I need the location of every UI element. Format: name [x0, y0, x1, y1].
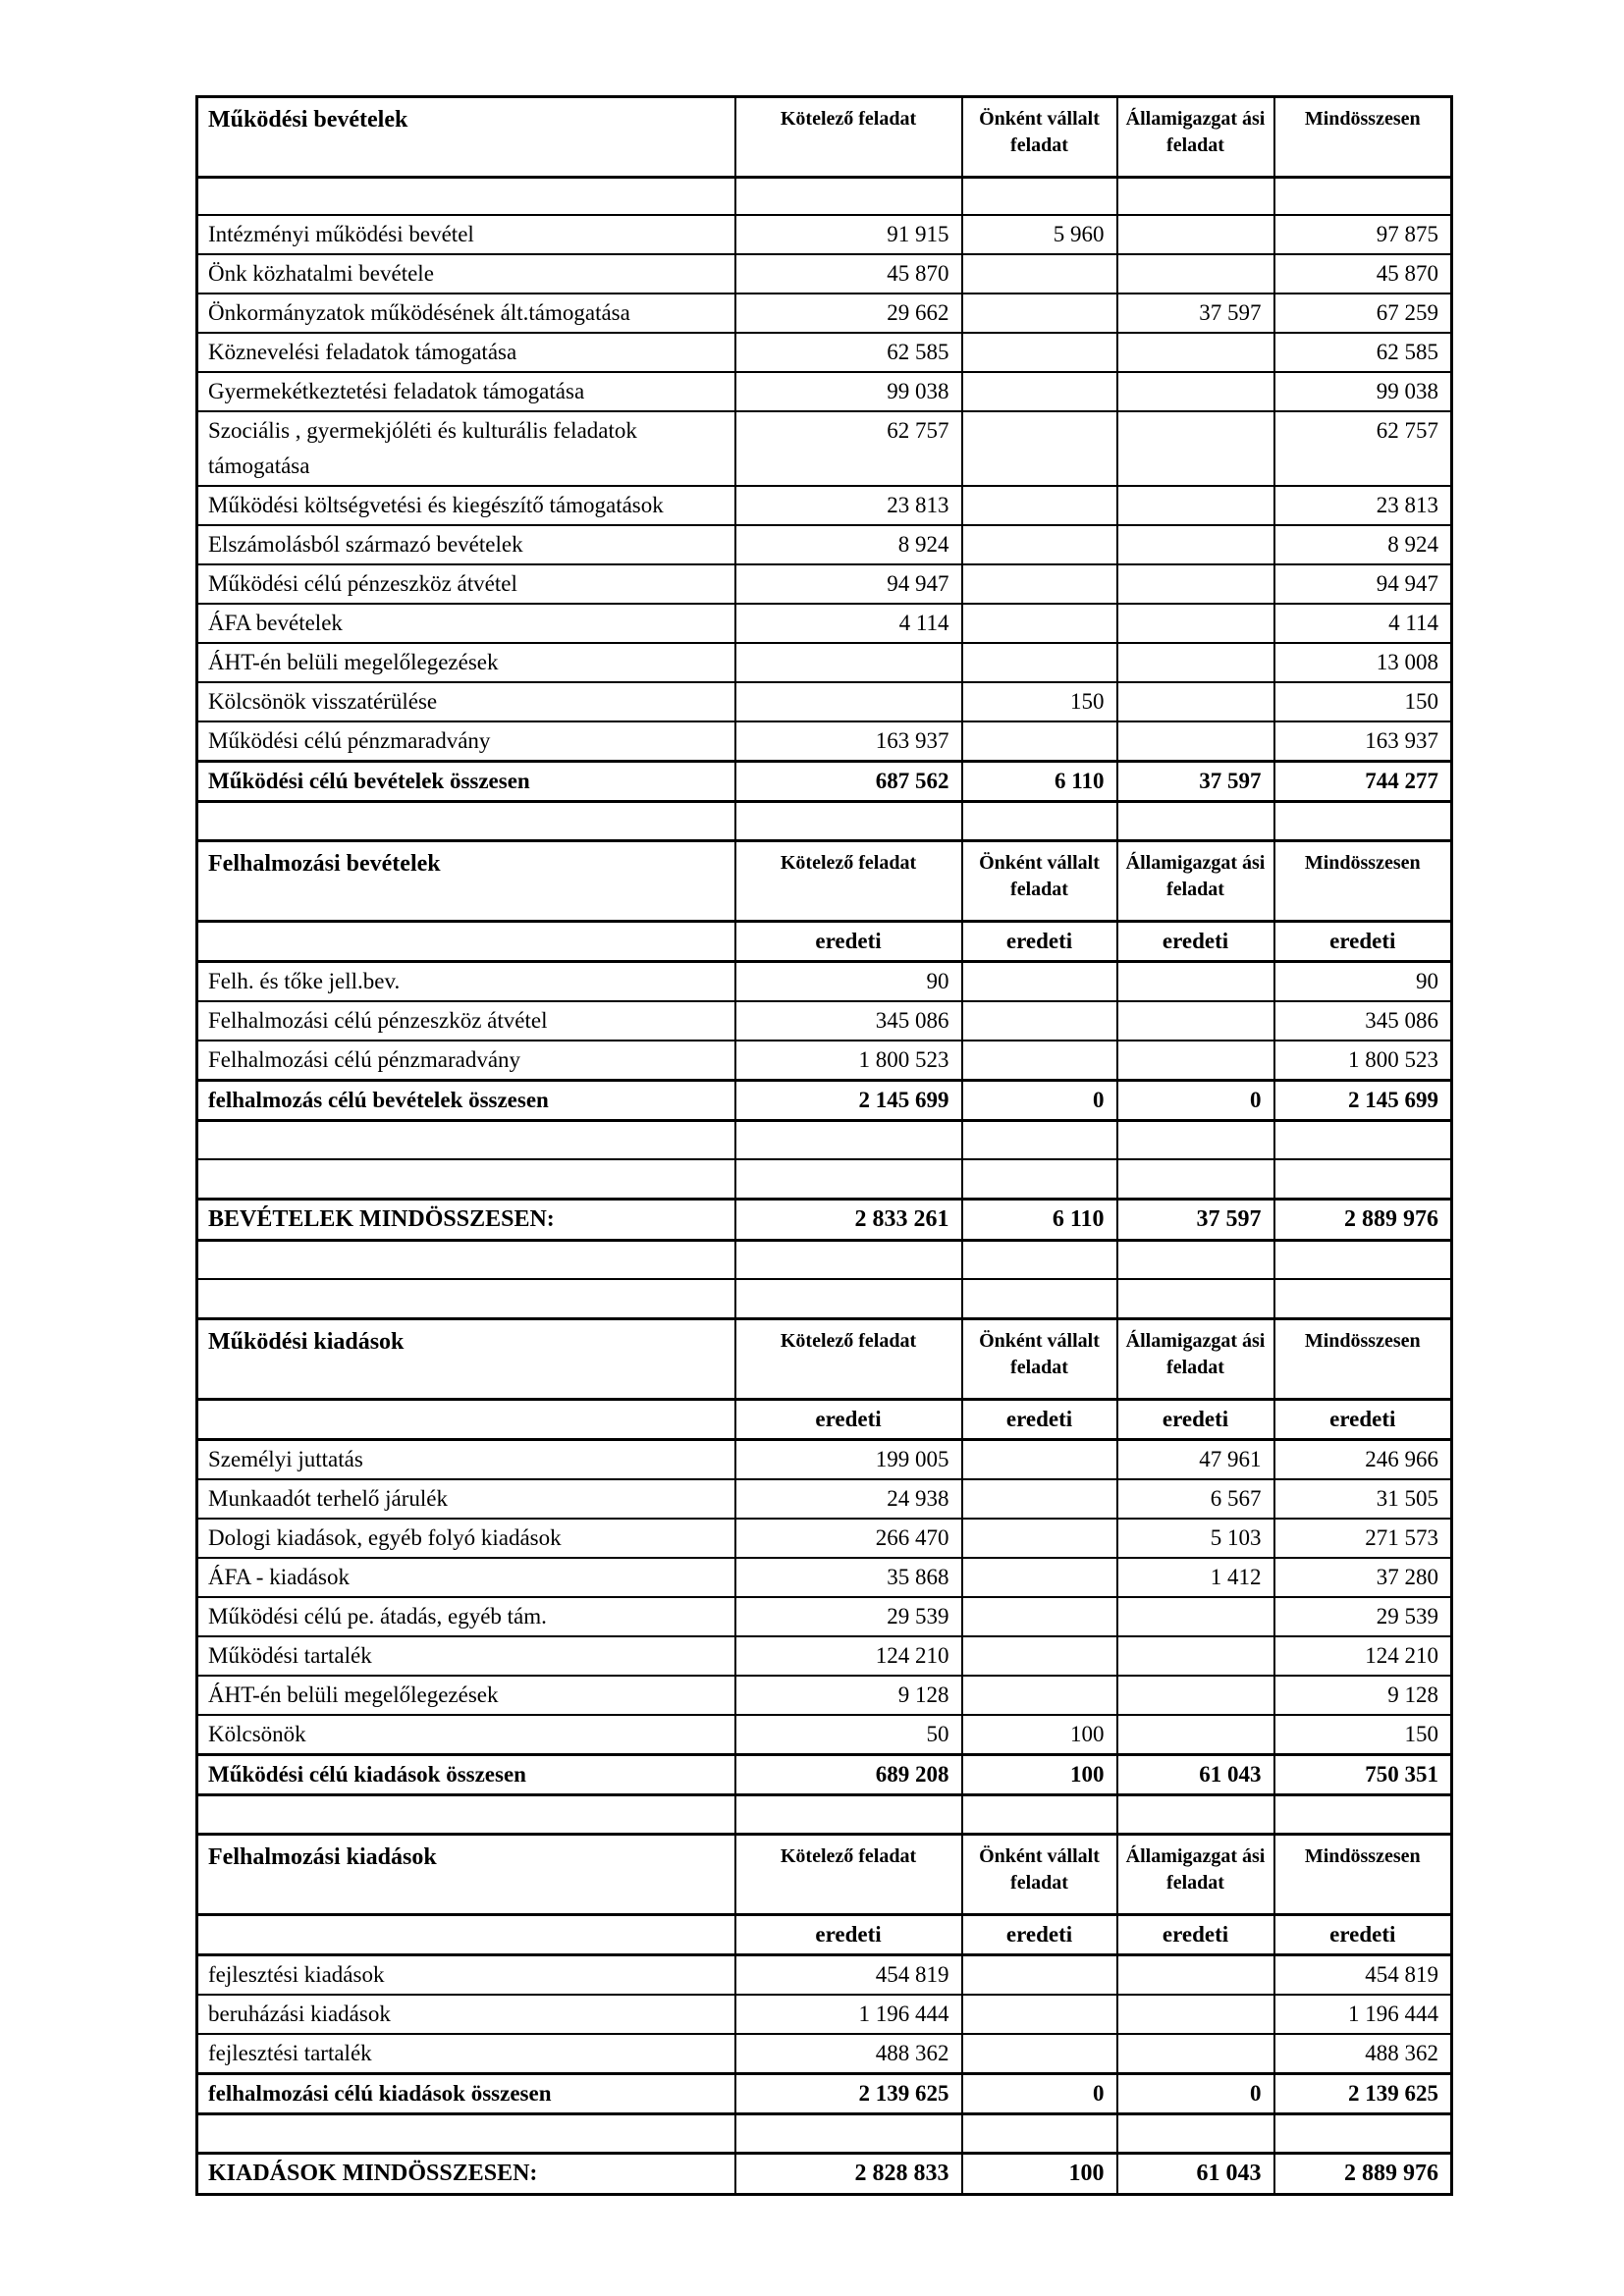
- empty-cell: [1117, 1120, 1274, 1159]
- empty-cell: [735, 2113, 962, 2153]
- value-cell: 488 362: [1274, 2034, 1452, 2074]
- value-cell: 23 813: [735, 486, 962, 525]
- value-cell: 29 539: [1274, 1597, 1452, 1636]
- table-row: [197, 294, 1452, 333]
- subheader-row: [197, 921, 1452, 961]
- row-label: [197, 921, 735, 961]
- value-cell: 62 585: [1274, 333, 1452, 372]
- empty-cell: [1117, 721, 1274, 762]
- column-header: Kötelező feladat: [735, 97, 962, 178]
- value-cell: 689 208: [735, 1754, 962, 1794]
- value-cell: 90: [1274, 961, 1452, 1001]
- empty-cell: [962, 1001, 1117, 1041]
- row-label: Munkaadót terhelő járulék: [197, 1479, 735, 1519]
- total-row: [197, 1754, 1452, 1794]
- row-label: Működési célú pe. átadás, egyéb tám.: [197, 1597, 735, 1636]
- empty-cell: [1274, 1120, 1452, 1159]
- column-header: Államigazgat ási feladat: [1117, 97, 1274, 178]
- subheader-cell: eredeti: [1117, 1399, 1274, 1439]
- empty-cell: [735, 1279, 962, 1318]
- empty-cell: [962, 1954, 1117, 1995]
- section-title: Működési bevételek: [197, 97, 735, 178]
- value-cell: 8 924: [735, 525, 962, 564]
- empty-cell: [1117, 2113, 1274, 2153]
- empty-cell: [962, 564, 1117, 604]
- table-row: [197, 604, 1452, 643]
- empty-cell: [1117, 604, 1274, 643]
- value-cell: 35 868: [735, 1558, 962, 1597]
- row-label: KIADÁSOK MINDÖSSZESEN:: [197, 2153, 735, 2194]
- value-cell: 67 259: [1274, 294, 1452, 333]
- value-cell: 45 870: [735, 254, 962, 294]
- value-cell: 13 008: [1274, 643, 1452, 682]
- row-label: [197, 801, 735, 840]
- value-cell: 61 043: [1117, 1754, 1274, 1794]
- empty-cell: [962, 1676, 1117, 1715]
- table-row: [197, 1519, 1452, 1558]
- empty-cell: [962, 372, 1117, 411]
- value-cell: 2 139 625: [735, 2073, 962, 2113]
- empty-cell: [1274, 1794, 1452, 1834]
- value-cell: 37 597: [1117, 761, 1274, 801]
- value-cell: 47 961: [1117, 1439, 1274, 1479]
- table-row: [197, 1041, 1452, 1081]
- empty-cell: [962, 1597, 1117, 1636]
- empty-cell: [1117, 486, 1274, 525]
- value-cell: 744 277: [1274, 761, 1452, 801]
- value-cell: 29 662: [735, 294, 962, 333]
- value-cell: 5 960: [962, 215, 1117, 254]
- empty-cell: [735, 682, 962, 721]
- value-cell: 2 889 976: [1274, 1199, 1452, 1240]
- row-label: Köznevelési feladatok támogatása: [197, 333, 735, 372]
- value-cell: 271 573: [1274, 1519, 1452, 1558]
- empty-cell: [962, 254, 1117, 294]
- subheader-cell: eredeti: [735, 921, 962, 961]
- table-row: [197, 1597, 1452, 1636]
- row-label: Felh. és tőke jell.bev.: [197, 961, 735, 1001]
- value-cell: 124 210: [735, 1636, 962, 1676]
- value-cell: 97 875: [1274, 215, 1452, 254]
- empty-cell: [1117, 1001, 1274, 1041]
- section-header-row: [197, 1318, 1452, 1399]
- empty-cell: [1117, 215, 1274, 254]
- total-row: [197, 761, 1452, 801]
- value-cell: 246 966: [1274, 1439, 1452, 1479]
- empty-cell: [962, 1794, 1117, 1834]
- empty-cell: [962, 2113, 1117, 2153]
- value-cell: 91 915: [735, 215, 962, 254]
- value-cell: 150: [962, 682, 1117, 721]
- table-row: [197, 1558, 1452, 1597]
- table-row: [197, 643, 1452, 682]
- subheader-cell: eredeti: [962, 1399, 1117, 1439]
- value-cell: 1 800 523: [1274, 1041, 1452, 1081]
- value-cell: 37 280: [1274, 1558, 1452, 1597]
- table-row: [197, 333, 1452, 372]
- table-row: [197, 215, 1452, 254]
- row-label: ÁFA - kiadások: [197, 1558, 735, 1597]
- column-header: Kötelező feladat: [735, 840, 962, 921]
- value-cell: 99 038: [1274, 372, 1452, 411]
- empty-cell: [1274, 801, 1452, 840]
- value-cell: 454 819: [735, 1954, 962, 1995]
- column-header: Kötelező feladat: [735, 1318, 962, 1399]
- empty-cell: [962, 643, 1117, 682]
- budget-table: [195, 95, 1453, 2196]
- subheader-cell: eredeti: [1117, 921, 1274, 961]
- subheader-row: [197, 1399, 1452, 1439]
- empty-cell: [735, 178, 962, 215]
- empty-cell: [962, 486, 1117, 525]
- empty-cell: [1117, 333, 1274, 372]
- empty-cell: [735, 1120, 962, 1159]
- row-label: Önkormányzatok működésének ált.támogatása: [197, 294, 735, 333]
- column-header: Önként vállalt feladat: [962, 1318, 1117, 1399]
- empty-cell: [962, 1995, 1117, 2034]
- row-label: Önk közhatalmi bevétele: [197, 254, 735, 294]
- value-cell: 6 110: [962, 761, 1117, 801]
- empty-cell: [1117, 1159, 1274, 1199]
- row-label: [197, 2113, 735, 2153]
- subheader-cell: eredeti: [962, 921, 1117, 961]
- section-header-row: [197, 840, 1452, 921]
- value-cell: 2 145 699: [735, 1080, 962, 1120]
- empty-cell: [1117, 801, 1274, 840]
- empty-cell: [1117, 643, 1274, 682]
- row-label: Működési célú bevételek összesen: [197, 761, 735, 801]
- value-cell: 37 597: [1117, 294, 1274, 333]
- section-title: Felhalmozási kiadások: [197, 1834, 735, 1914]
- empty-cell: [1274, 178, 1452, 215]
- empty-cell: [1117, 961, 1274, 1001]
- total-row: [197, 1080, 1452, 1120]
- value-cell: 750 351: [1274, 1754, 1452, 1794]
- row-label: Működési célú pénzmaradvány: [197, 721, 735, 762]
- row-label: BEVÉTELEK MINDÖSSZESEN:: [197, 1199, 735, 1240]
- row-label: Elszámolásból származó bevételek: [197, 525, 735, 564]
- value-cell: 488 362: [735, 2034, 962, 2074]
- empty-cell: [735, 1240, 962, 1279]
- value-cell: 163 937: [1274, 721, 1452, 762]
- subheader-cell: eredeti: [962, 1914, 1117, 1954]
- table-row: [197, 564, 1452, 604]
- value-cell: 6 110: [962, 1199, 1117, 1240]
- empty-cell: [962, 1519, 1117, 1558]
- column-header: Államigazgat ási feladat: [1117, 1318, 1274, 1399]
- row-label: [197, 1159, 735, 1199]
- subheader-row: [197, 1914, 1452, 1954]
- value-cell: 37 597: [1117, 1199, 1274, 1240]
- empty-cell: [962, 1279, 1117, 1318]
- budget-table-body: [197, 97, 1452, 2195]
- row-label: felhalmozási célú kiadások összesen: [197, 2073, 735, 2113]
- column-header: Államigazgat ási feladat: [1117, 1834, 1274, 1914]
- subheader-cell: eredeti: [1274, 921, 1452, 961]
- value-cell: 2 828 833: [735, 2153, 962, 2194]
- value-cell: 62 757: [735, 411, 962, 486]
- empty-cell: [962, 961, 1117, 1001]
- empty-cell: [962, 178, 1117, 215]
- value-cell: 266 470: [735, 1519, 962, 1558]
- row-label: Működési célú kiadások összesen: [197, 1754, 735, 1794]
- table-row: [197, 1001, 1452, 1041]
- table-row: [197, 411, 1452, 486]
- value-cell: 150: [1274, 682, 1452, 721]
- value-cell: 8 924: [1274, 525, 1452, 564]
- row-label: [197, 1399, 735, 1439]
- empty-cell: [1117, 411, 1274, 486]
- column-header: Mindösszesen: [1274, 1318, 1452, 1399]
- value-cell: 345 086: [735, 1001, 962, 1041]
- value-cell: 100: [962, 1715, 1117, 1755]
- value-cell: 9 128: [735, 1676, 962, 1715]
- empty-cell: [962, 1120, 1117, 1159]
- empty-cell: [1117, 372, 1274, 411]
- section-header-row: [197, 1834, 1452, 1914]
- value-cell: 0: [962, 1080, 1117, 1120]
- empty-cell: [1117, 254, 1274, 294]
- empty-cell: [962, 604, 1117, 643]
- value-cell: 199 005: [735, 1439, 962, 1479]
- table-row: [197, 254, 1452, 294]
- value-cell: 0: [1117, 2073, 1274, 2113]
- row-label: [197, 1279, 735, 1318]
- row-label: Kölcsönök: [197, 1715, 735, 1755]
- spacer-row: [197, 1279, 1452, 1318]
- column-header: Önként vállalt feladat: [962, 97, 1117, 178]
- empty-cell: [962, 525, 1117, 564]
- row-label: Felhalmozási célú pénzmaradvány: [197, 1041, 735, 1081]
- empty-cell: [1117, 564, 1274, 604]
- empty-cell: [1274, 1240, 1452, 1279]
- value-cell: 124 210: [1274, 1636, 1452, 1676]
- empty-cell: [962, 294, 1117, 333]
- empty-cell: [962, 2034, 1117, 2074]
- empty-cell: [1117, 1597, 1274, 1636]
- row-label: Felhalmozási célú pénzeszköz átvétel: [197, 1001, 735, 1041]
- row-label: Intézményi működési bevétel: [197, 215, 735, 254]
- value-cell: 61 043: [1117, 2153, 1274, 2194]
- empty-cell: [735, 1159, 962, 1199]
- column-header: Mindösszesen: [1274, 97, 1452, 178]
- empty-cell: [1117, 178, 1274, 215]
- value-cell: 345 086: [1274, 1001, 1452, 1041]
- column-header: Önként vállalt feladat: [962, 840, 1117, 921]
- row-label: Kölcsönök visszatérülése: [197, 682, 735, 721]
- table-row: [197, 721, 1452, 762]
- column-header: Államigazgat ási feladat: [1117, 840, 1274, 921]
- empty-cell: [1274, 1279, 1452, 1318]
- subheader-cell: eredeti: [735, 1914, 962, 1954]
- row-label: Működési célú pénzeszköz átvétel: [197, 564, 735, 604]
- table-row: [197, 1715, 1452, 1755]
- column-header: Önként vállalt feladat: [962, 1834, 1117, 1914]
- value-cell: 454 819: [1274, 1954, 1452, 1995]
- value-cell: 94 947: [1274, 564, 1452, 604]
- value-cell: 100: [962, 1754, 1117, 1794]
- empty-cell: [735, 643, 962, 682]
- value-cell: 1 196 444: [735, 1995, 962, 2034]
- table-row: [197, 1479, 1452, 1519]
- row-label: felhalmozás célú bevételek összesen: [197, 1080, 735, 1120]
- empty-cell: [962, 333, 1117, 372]
- empty-cell: [1117, 1995, 1274, 2034]
- row-label: ÁHT-én belüli megelőlegezések: [197, 1676, 735, 1715]
- row-label: [197, 1914, 735, 1954]
- value-cell: 62 585: [735, 333, 962, 372]
- row-label: [197, 178, 735, 215]
- row-label: [197, 1794, 735, 1834]
- spacer-row: [197, 1240, 1452, 1279]
- value-cell: 2 139 625: [1274, 2073, 1452, 2113]
- empty-cell: [1117, 2034, 1274, 2074]
- total-row: [197, 2073, 1452, 2113]
- row-label: beruházási kiadások: [197, 1995, 735, 2034]
- row-label: ÁHT-én belüli megelőlegezések: [197, 643, 735, 682]
- value-cell: 100: [962, 2153, 1117, 2194]
- value-cell: 4 114: [735, 604, 962, 643]
- column-header: Mindösszesen: [1274, 1834, 1452, 1914]
- empty-cell: [962, 1479, 1117, 1519]
- value-cell: 90: [735, 961, 962, 1001]
- empty-cell: [1117, 1279, 1274, 1318]
- value-cell: 62 757: [1274, 411, 1452, 486]
- empty-cell: [962, 801, 1117, 840]
- value-cell: 31 505: [1274, 1479, 1452, 1519]
- row-label: Szociális , gyermekjóléti és kulturális feladatok támogatása: [197, 411, 735, 486]
- row-label: [197, 1120, 735, 1159]
- value-cell: 1 412: [1117, 1558, 1274, 1597]
- row-label: Működési tartalék: [197, 1636, 735, 1676]
- value-cell: 50: [735, 1715, 962, 1755]
- table-row: [197, 1995, 1452, 2034]
- table-row: [197, 1636, 1452, 1676]
- empty-cell: [1274, 2113, 1452, 2153]
- subheader-cell: eredeti: [735, 1399, 962, 1439]
- empty-cell: [735, 1794, 962, 1834]
- value-cell: 4 114: [1274, 604, 1452, 643]
- table-row: [197, 1954, 1452, 1995]
- empty-cell: [962, 721, 1117, 762]
- section-title: Felhalmozási bevételek: [197, 840, 735, 921]
- value-cell: 9 128: [1274, 1676, 1452, 1715]
- value-cell: 23 813: [1274, 486, 1452, 525]
- table-row: [197, 1676, 1452, 1715]
- subheader-cell: eredeti: [1117, 1914, 1274, 1954]
- column-header: Kötelező feladat: [735, 1834, 962, 1914]
- row-label: Gyermekétkeztetési feladatok támogatása: [197, 372, 735, 411]
- table-row: [197, 2034, 1452, 2074]
- table-row: [197, 525, 1452, 564]
- grand-total-row: [197, 1199, 1452, 1240]
- value-cell: 0: [1117, 1080, 1274, 1120]
- empty-cell: [1117, 525, 1274, 564]
- empty-cell: [1117, 682, 1274, 721]
- value-cell: 0: [962, 2073, 1117, 2113]
- empty-cell: [962, 1636, 1117, 1676]
- value-cell: 687 562: [735, 761, 962, 801]
- table-row: [197, 372, 1452, 411]
- value-cell: 1 196 444: [1274, 1995, 1452, 2034]
- spacer-row: [197, 1120, 1452, 1159]
- table-row: [197, 1439, 1452, 1479]
- value-cell: 2 889 976: [1274, 2153, 1452, 2194]
- row-label: Dologi kiadások, egyéb folyó kiadások: [197, 1519, 735, 1558]
- blank-subheader-row: [197, 178, 1452, 215]
- empty-cell: [1117, 1240, 1274, 1279]
- empty-cell: [962, 1159, 1117, 1199]
- table-row: [197, 961, 1452, 1001]
- row-label: Személyi juttatás: [197, 1439, 735, 1479]
- value-cell: 94 947: [735, 564, 962, 604]
- empty-cell: [1117, 1715, 1274, 1755]
- empty-cell: [962, 1558, 1117, 1597]
- empty-cell: [1117, 1041, 1274, 1081]
- row-label: ÁFA bevételek: [197, 604, 735, 643]
- value-cell: 45 870: [1274, 254, 1452, 294]
- empty-cell: [735, 801, 962, 840]
- row-label: fejlesztési kiadások: [197, 1954, 735, 1995]
- table-row: [197, 682, 1452, 721]
- value-cell: 150: [1274, 1715, 1452, 1755]
- empty-cell: [962, 1439, 1117, 1479]
- table-row: [197, 486, 1452, 525]
- section-title: Működési kiadások: [197, 1318, 735, 1399]
- value-cell: 24 938: [735, 1479, 962, 1519]
- value-cell: 1 800 523: [735, 1041, 962, 1081]
- empty-cell: [962, 1041, 1117, 1081]
- empty-cell: [1117, 1636, 1274, 1676]
- empty-cell: [1274, 1159, 1452, 1199]
- empty-cell: [1117, 1954, 1274, 1995]
- spacer-row: [197, 1159, 1452, 1199]
- subheader-cell: eredeti: [1274, 1399, 1452, 1439]
- value-cell: 6 567: [1117, 1479, 1274, 1519]
- spacer-row: [197, 2113, 1452, 2153]
- row-label: fejlesztési tartalék: [197, 2034, 735, 2074]
- row-label: [197, 1240, 735, 1279]
- empty-cell: [1117, 1794, 1274, 1834]
- empty-cell: [962, 1240, 1117, 1279]
- subheader-cell: eredeti: [1274, 1914, 1452, 1954]
- column-header: Mindösszesen: [1274, 840, 1452, 921]
- section-header-row: [197, 97, 1452, 178]
- empty-cell: [1117, 1676, 1274, 1715]
- value-cell: 5 103: [1117, 1519, 1274, 1558]
- value-cell: 2 833 261: [735, 1199, 962, 1240]
- row-label: Működési költségvetési és kiegészítő támogatások: [197, 486, 735, 525]
- empty-cell: [962, 411, 1117, 486]
- spacer-row: [197, 801, 1452, 840]
- value-cell: 2 145 699: [1274, 1080, 1452, 1120]
- grand-total-row: [197, 2153, 1452, 2194]
- value-cell: 29 539: [735, 1597, 962, 1636]
- spacer-row: [197, 1794, 1452, 1834]
- value-cell: 99 038: [735, 372, 962, 411]
- value-cell: 163 937: [735, 721, 962, 762]
